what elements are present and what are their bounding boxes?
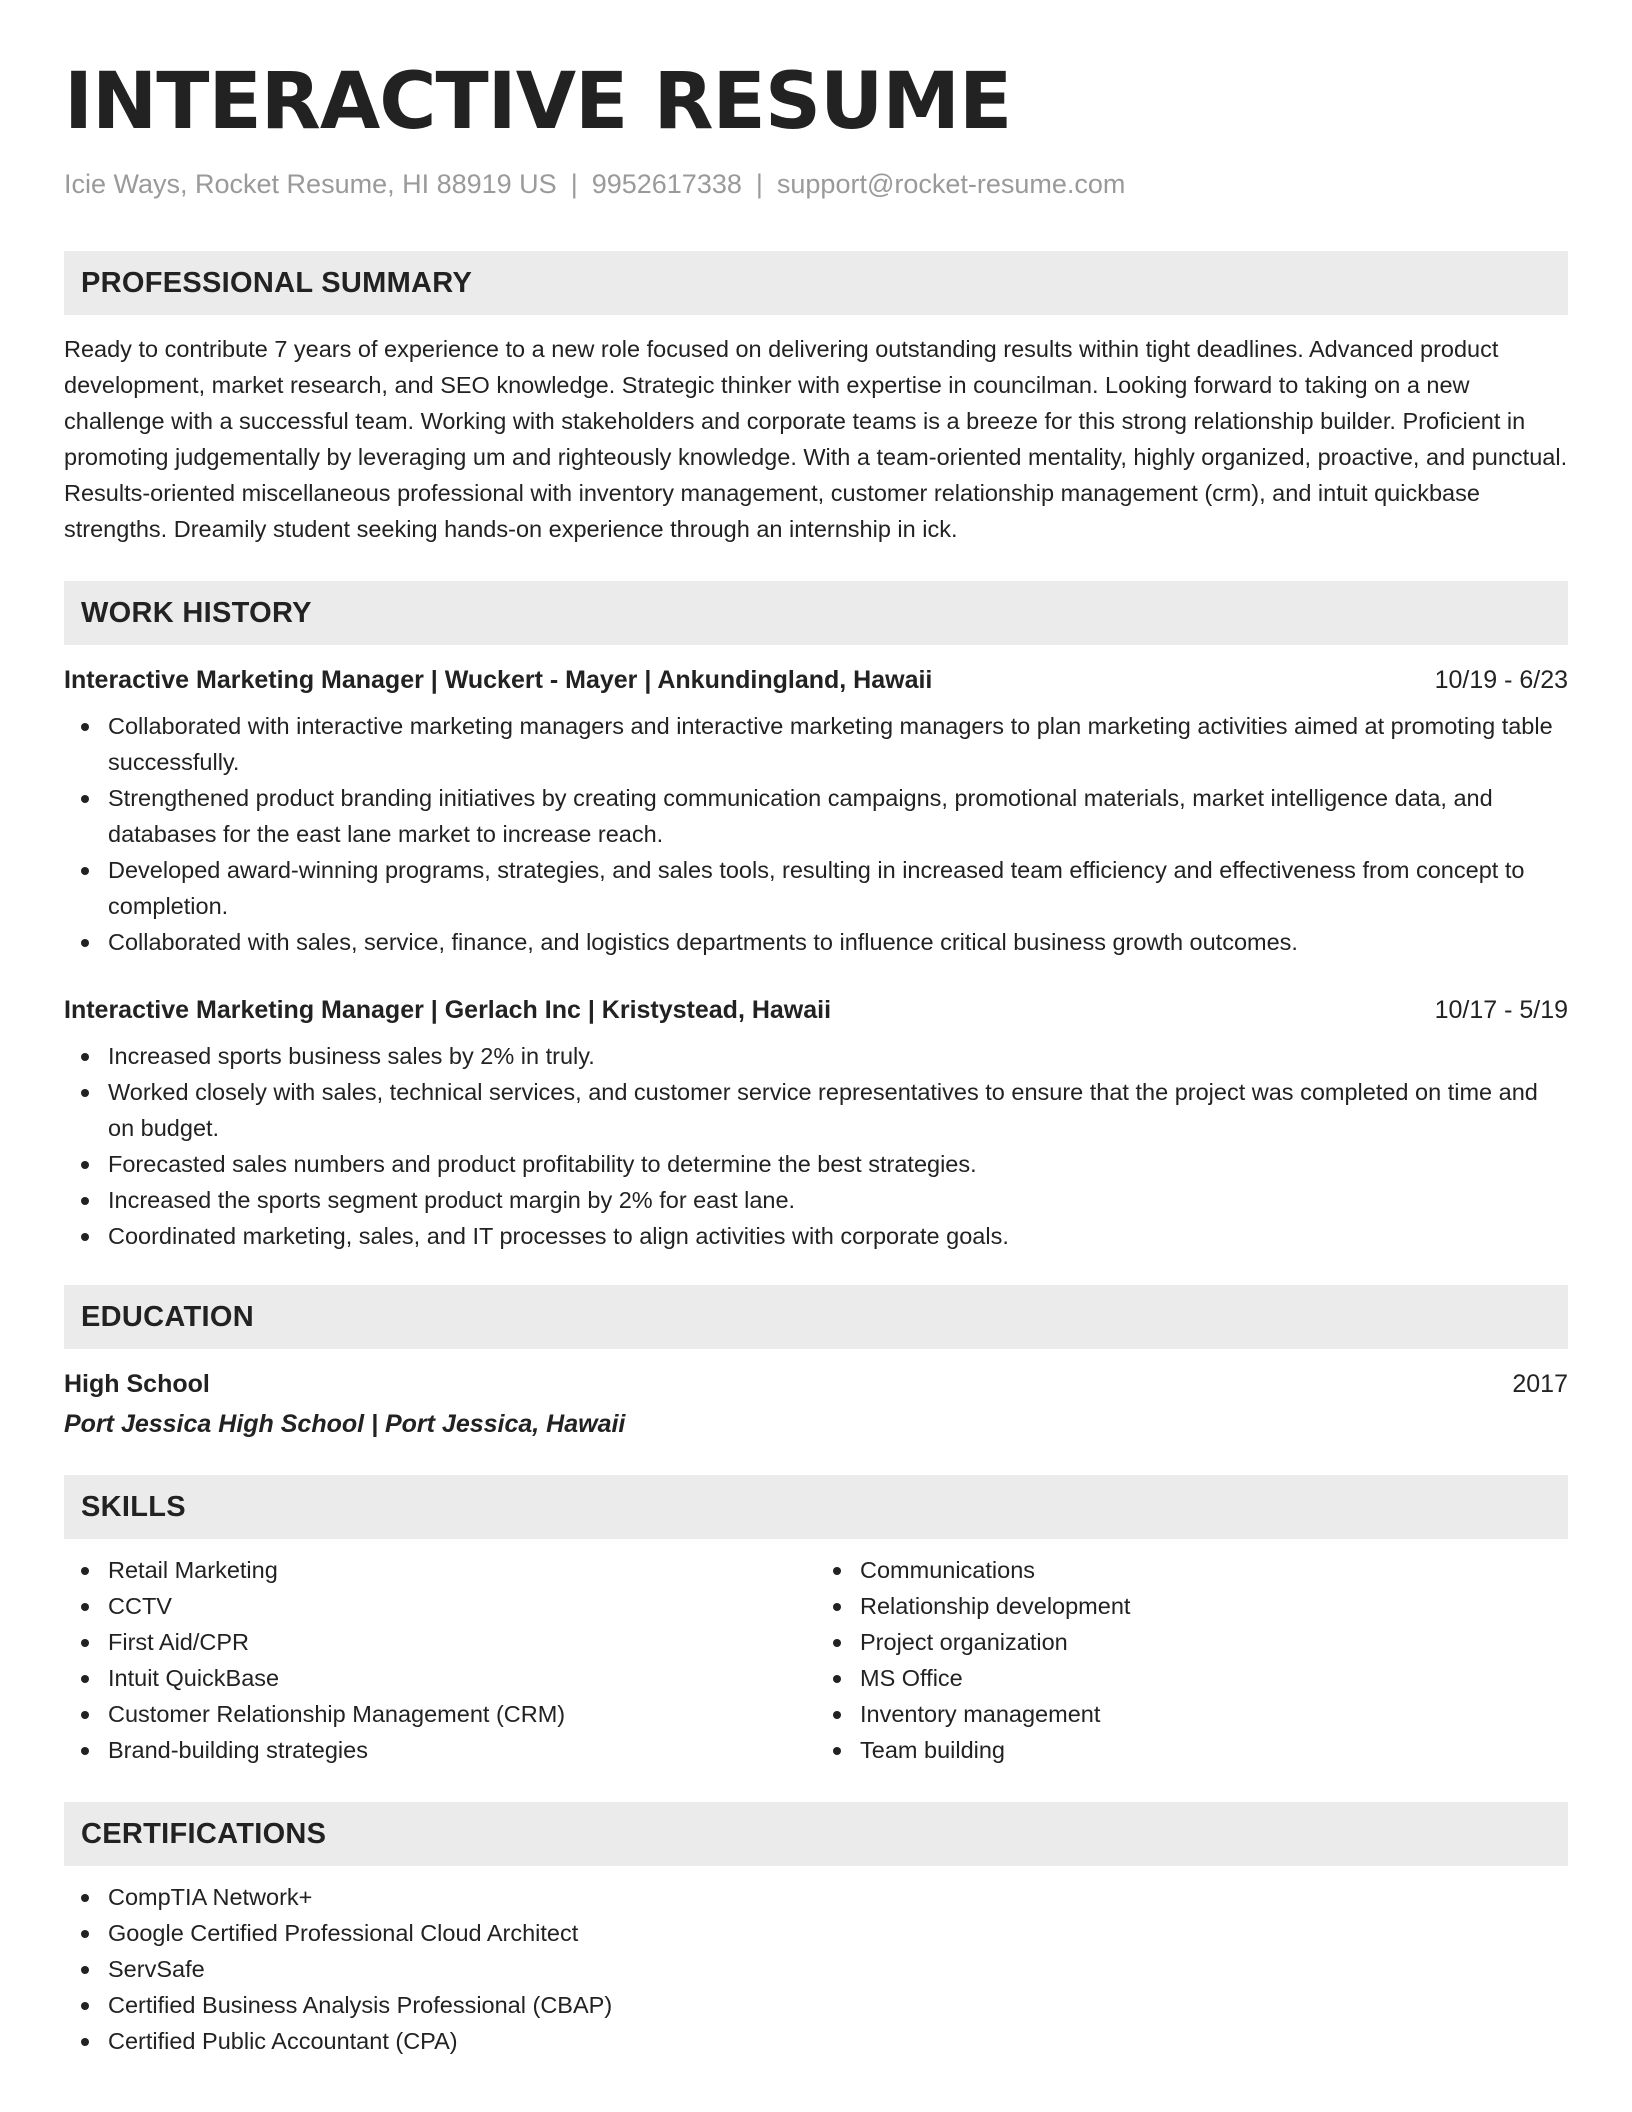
skill-item: Team building — [860, 1732, 1568, 1768]
contact-address: Icie Ways, Rocket Resume, HI 88919 US — [64, 169, 557, 199]
summary-heading: PROFESSIONAL SUMMARY — [64, 251, 1568, 315]
skill-item: Retail Marketing — [108, 1552, 816, 1588]
education-header — [64, 1366, 1568, 1402]
certifications-list — [64, 1879, 1568, 2059]
education-year: 2017 — [1512, 1370, 1568, 1398]
job-bullet: Developed award-winning programs, strategies, and sales tools, resulting in increased team efficiency and effectiveness from concept to completion. — [108, 852, 1568, 924]
skill-item: Communications — [860, 1552, 1568, 1588]
skill-item: Intuit QuickBase — [108, 1660, 816, 1696]
work-history-heading: WORK HISTORY — [64, 581, 1568, 645]
certification-item: Certified Public Accountant (CPA) — [108, 2023, 1568, 2059]
job-bullet: Strengthened product branding initiatives by creating communication campaigns, promotional materials, market intelligence data, and databases for the east lane market to increase reach. — [108, 780, 1568, 852]
skill-item: Customer Relationship Management (CRM) — [108, 1696, 816, 1732]
skills-list-left — [64, 1552, 816, 1768]
job-dates: 10/17 - 5/19 — [1434, 996, 1568, 1024]
job-bullets — [64, 708, 1568, 960]
job-title: Interactive Marketing Manager | Gerlach Inc | Kristystead, Hawaii — [64, 996, 832, 1024]
job-bullet: Forecasted sales numbers and product profitability to determine the best strategies. — [108, 1146, 1568, 1182]
certification-item: Google Certified Professional Cloud Architect — [108, 1915, 1568, 1951]
skills-heading: SKILLS — [64, 1475, 1568, 1539]
contact-separator: | — [755, 169, 763, 199]
skill-item: Relationship development — [860, 1588, 1568, 1624]
job-bullet: Collaborated with sales, service, finance, and logistics departments to influence critical business growth outcomes. — [108, 924, 1568, 960]
job-header — [64, 992, 1568, 1028]
job-bullet: Coordinated marketing, sales, and IT processes to align activities with corporate goals. — [108, 1218, 1568, 1254]
education-school: Port Jessica High School | Port Jessica, Hawaii — [64, 1410, 626, 1438]
skill-item: Inventory management — [860, 1696, 1568, 1732]
contact-line — [64, 166, 1568, 202]
education-degree: High School — [64, 1370, 210, 1398]
certification-item: Certified Business Analysis Professional (CBAP) — [108, 1987, 1568, 2023]
job-title: Interactive Marketing Manager | Wuckert - Mayer | Ankundingland, Hawaii — [64, 666, 933, 694]
contact-separator: | — [570, 169, 578, 199]
skill-item: MS Office — [860, 1660, 1568, 1696]
skill-item: CCTV — [108, 1588, 816, 1624]
skill-item: Project organization — [860, 1624, 1568, 1660]
contact-phone: 9952617338 — [591, 169, 742, 199]
skills-columns — [64, 1552, 1568, 1768]
certifications-heading: CERTIFICATIONS — [64, 1802, 1568, 1866]
job-bullet: Increased sports business sales by 2% in truly. — [108, 1038, 1568, 1074]
contact-email: support@rocket-resume.com — [776, 169, 1126, 199]
skills-list-right — [816, 1552, 1568, 1768]
skill-item: Brand-building strategies — [108, 1732, 816, 1768]
certification-item: CompTIA Network+ — [108, 1879, 1568, 1915]
job-header — [64, 662, 1568, 698]
job-bullet: Increased the sports segment product margin by 2% for east lane. — [108, 1182, 1568, 1218]
resume-name: INTERACTIVE RESUME — [64, 57, 1012, 147]
job-dates: 10/19 - 6/23 — [1434, 666, 1568, 694]
education-heading: EDUCATION — [64, 1285, 1568, 1349]
job-bullet: Worked closely with sales, technical services, and customer service representatives to ensure that the project was completed on time and on budget. — [108, 1074, 1568, 1146]
skill-item: First Aid/CPR — [108, 1624, 816, 1660]
certification-item: ServSafe — [108, 1951, 1568, 1987]
job-bullets — [64, 1038, 1568, 1254]
summary-text: Ready to contribute 7 years of experience to a new role focused on delivering outstanding results within tight deadlines. Advanced product development, market research, and SEO knowledge. Strategic thinker with expertise in councilman. Looking forward to taking on a new challenge with a successful team. Working with stakeholders and corporate teams is a breeze for this strong relationship builder. Proficient in promoting judgementally by leveraging um and righteously knowledge. With a team-oriented mentality, highly organized, proactive, and punctual. Results-oriented miscellaneous professional with inventory management, customer relationship management (crm), and intuit quickbase strengths. Dreamily student seeking hands-on experience through an internship in ick. — [64, 336, 1568, 542]
job-bullet: Collaborated with interactive marketing managers and interactive marketing managers to plan marketing activities aimed at promoting table successfully. — [108, 708, 1568, 780]
